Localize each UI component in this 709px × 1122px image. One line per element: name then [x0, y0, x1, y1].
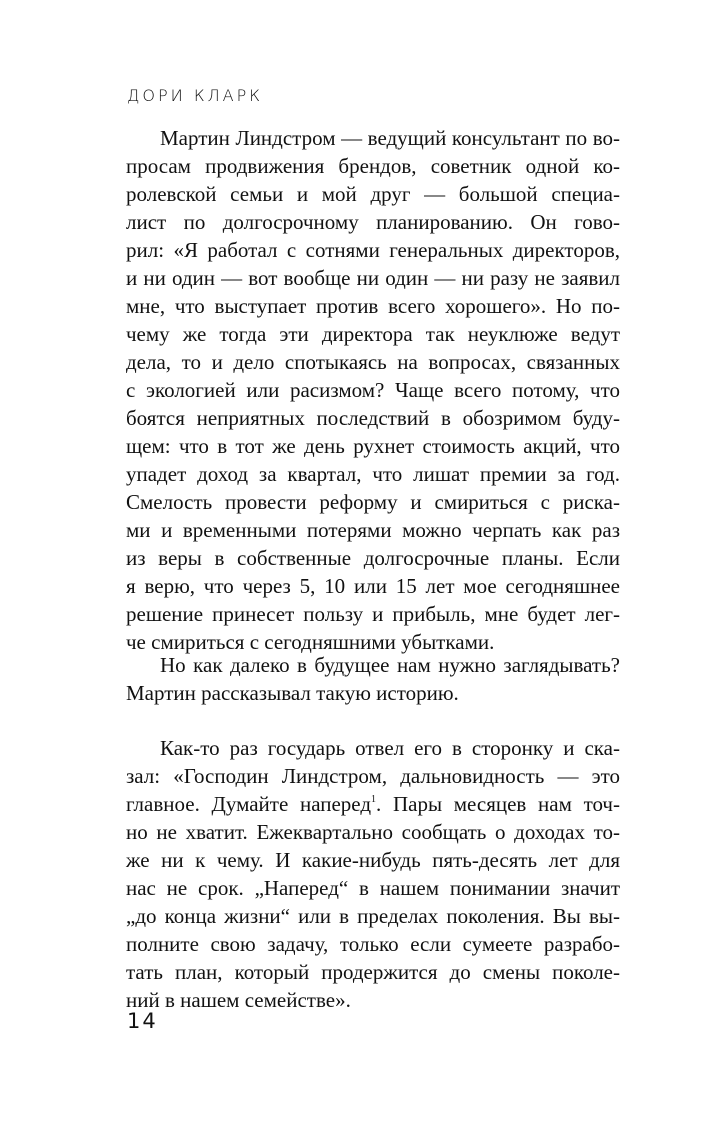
text-line: решение принесет пользу и прибыль, мне будет лег- — [126, 602, 620, 626]
text-line: дела, то и дело спотыкаясь на вопросах, связанных — [126, 350, 620, 374]
paragraph-2 — [126, 651, 620, 707]
text-line: боятся неприятных последствий в обозримом буду- — [126, 406, 620, 430]
text-line: зал: «Господин Линдстром, дальновидность — это — [126, 764, 620, 788]
text-line: лист по долгосрочному планированию. Он гово- — [126, 210, 620, 234]
text-line: упадет доход за квартал, что лишат премии за год. — [126, 462, 620, 486]
text-line: из веры в собственные долгосрочные планы. Если — [126, 546, 620, 570]
text-line: тать план, который продержится до смены поколе- — [126, 960, 620, 984]
text-line: щем: что в тот же день рухнет стоимость акций, что — [126, 434, 620, 458]
text-line: Мартин рассказывал такую историю. — [126, 681, 459, 705]
running-head: ДОРИ КЛАРК — [127, 86, 264, 105]
text-line — [126, 790, 620, 818]
text-line: ний в нашем семействе». — [126, 988, 351, 1012]
text-line: нас не срок. „Наперед“ в нашем понимании значит — [126, 876, 620, 900]
text-line: Мартин Линдстром — ведущий консультант по во- — [160, 126, 620, 150]
text-line: но не хватит. Ежеквартально сообщать о доходах то- — [126, 820, 620, 844]
paragraph-3 — [126, 734, 620, 1014]
text-line: Но как далеко в будущее нам нужно заглядывать? — [160, 653, 620, 677]
footnote-marker[interactable]: 1 — [371, 794, 377, 805]
text-line: просам продвижения брендов, советник одной ко- — [126, 154, 620, 178]
text-segment: главное. Думайте наперед — [126, 792, 372, 816]
text-line: Как-то раз государь отвел его в сторонку и ска- — [160, 736, 620, 760]
text-line: полните свою задачу, только если сумеете разрабо- — [126, 932, 620, 956]
text-line: ми и временными потерями можно черпать как раз — [126, 518, 620, 542]
page-number: 14 — [127, 1009, 158, 1033]
text-line: че смириться с сегодняшними убытками. — [126, 630, 495, 654]
paragraph-1 — [126, 124, 620, 656]
text-segment: . Пары месяцев нам точ- — [376, 792, 620, 816]
text-line: же ни к чему. И какие-нибудь пять-десять лет для — [126, 848, 620, 872]
text-line: и ни один — вот вообще ни один — ни разу не заявил — [126, 266, 620, 290]
text-line: ролевской семьи и мой друг — большой специа- — [126, 182, 620, 206]
text-line: я верю, что через 5, 10 или 15 лет мое сегодняшнее — [126, 574, 620, 598]
text-line: „до конца жизни“ или в пределах поколения. Вы вы- — [126, 904, 620, 928]
text-line: Смелость провести реформу и смириться с риска- — [126, 490, 620, 514]
text-line: мне, что выступает против всего хорошего». Но по- — [126, 294, 620, 318]
text-line: чему же тогда эти директора так неуклюже ведут — [126, 322, 620, 346]
text-line: с экологией или расизмом? Чаще всего потому, что — [126, 378, 620, 402]
text-line: рил: «Я работал с сотнями генеральных директоров, — [126, 238, 620, 262]
